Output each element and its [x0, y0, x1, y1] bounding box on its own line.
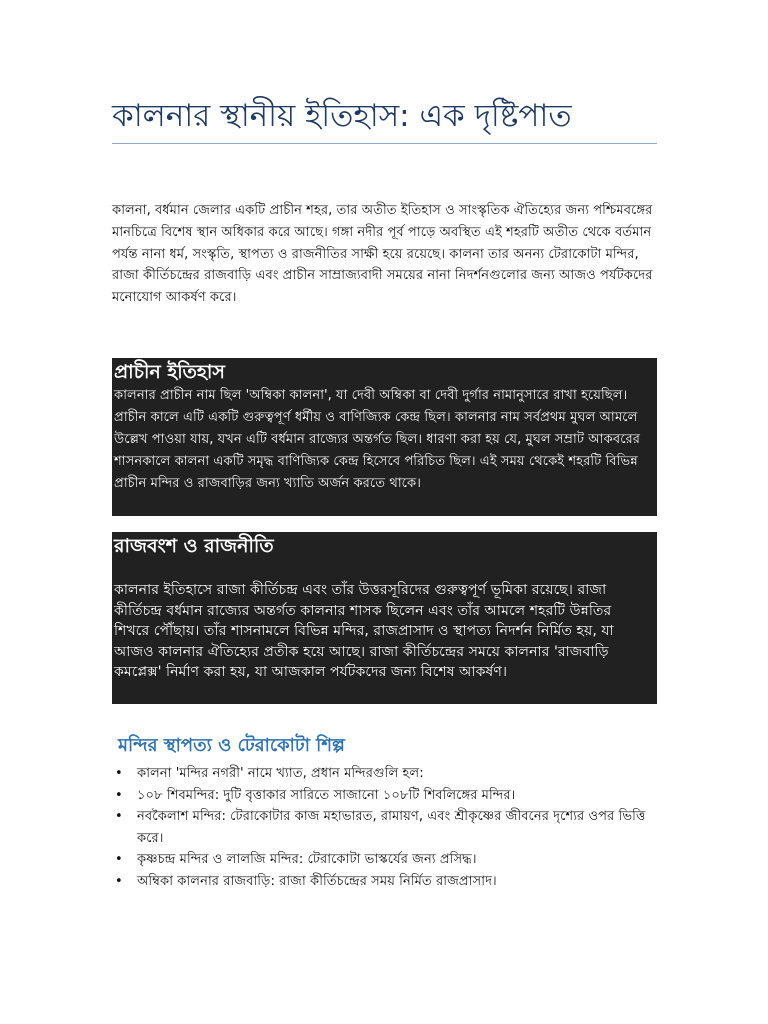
history-heading: প্রাচীন ইতিহাস [114, 361, 225, 383]
list-item [112, 785, 657, 807]
list-item-text: কালনা 'মন্দির নগরী' নামে খ্যাত, প্রধান মন্দিরগুলি হল: [137, 766, 424, 781]
list-item-text: ১০৮ শিবমন্দির: দুটি বৃত্তাকার সারিতে সাজানো ১০৮টি শিবলিঙ্গের মন্দির। [137, 787, 516, 803]
list-item-text: অম্বিকা কালনার রাজবাড়ি: রাজা কীর্তিচন্দ্রের সময় নির্মিত রাজপ্রাসাদ। [137, 873, 497, 889]
list-item [112, 849, 657, 871]
dynasty-section [112, 532, 657, 704]
bullet-icon: • [115, 852, 123, 868]
list-item [112, 763, 657, 785]
temple-list [112, 763, 657, 893]
list-item-text: নবকৈলাশ মন্দির: টেরাকোটার কাজ মহাভারত, রামায়ণ, এবং শ্রীকৃষ্ণের জীবনের দৃশ্যের ওপর ভিত্তি করে। [137, 809, 646, 846]
list-item-text: কৃষ্ণচন্দ্র মন্দির ও লালজি মন্দির: টেরাকোটা ভাস্কর্যের জন্য প্রসিদ্ধ। [137, 852, 477, 868]
bullet-icon: • [115, 873, 123, 889]
list-item [112, 871, 657, 893]
history-section [112, 358, 657, 516]
bullet-icon: • [115, 766, 123, 781]
page-title: কালনার স্থানীয় ইতিহাস: এক দৃষ্টিপাত [112, 98, 572, 134]
history-paragraph: কালনার প্রাচীন নাম ছিল 'অম্বিকা কালনা', যা দেবী অম্বিকা বা দেবী দুর্গার নামানুসারে রাখা হয়েছিল। প্রাচীন কালে এটি একটি গুরুত্বপূর্ণ ধর্মীয় ও বাণিজ্যিক কেন্দ্র ছিল। কালনার নাম সর্বপ্রথম মুঘল আমলে উল্লেখ পাওয়া যায়, যখন এটি বর্ধমান রাজ্যের অন্তর্গত ছিল। ধারণা করা হয় যে, মুঘল সম্রাট আকবরের শাসনকালে কালনা একটি সমৃদ্ধ বাণিজ্যিক কেন্দ্র হিসেবে পরিচিত ছিল। এই সময় থেকেই শহরটি বিভিন্ন প্রাচীন মন্দির ও রাজবাড়ির জন্য খ্যাতি অর্জন করতে থাকে। [114, 388, 641, 491]
title-divider [112, 143, 657, 144]
bullet-icon: • [115, 787, 123, 803]
intro-paragraph: কালনা, বর্ধমান জেলার একটি প্রাচীন শহর, তার অতীত ইতিহাস ও সাংস্কৃতিক ঐতিহ্যের জন্য পশ্চিমবঙ্গের মানচিত্রে বিশেষ স্থান অধিকার করে আছে। গঙ্গা নদীর পূর্ব পাড়ে অবস্থিত এই শহরটি অতীত থেকে বর্তমান পর্যন্ত নানা ধর্ম, সংস্কৃতি, স্থাপত্য ও রাজনীতির সাক্ষী হয়ে রয়েছে। কালনা তার অনন্য টেরাকোটা মন্দির, রাজা কীর্তিচন্দ্রের রাজবাড়ি এবং প্রাচীন সাম্রাজ্যবাদী সময়ের নানা নিদর্শনগুলোর জন্য আজও পর্যটকদের মনোযোগ আকর্ষণ করে। [112, 203, 653, 306]
list-item [112, 806, 657, 849]
temple-heading: মন্দির স্থাপত্য ও টেরাকোটা শিল্প [118, 735, 345, 756]
bullet-icon: • [115, 809, 123, 825]
dynasty-heading: রাজবংশ ও রাজনীতি [114, 535, 274, 557]
dynasty-paragraph: কালনার ইতিহাসে রাজা কীর্তিচন্দ্র এবং তাঁর উত্তরসূরিদের গুরুত্বপূর্ণ ভূমিকা রয়েছে। রাজা কীর্তিচন্দ্র বর্ধমান রাজ্যের অন্তর্গত কালনার শাসক ছিলেন এবং তাঁর আমলে শহরটি উন্নতির শিখরে পৌঁছায়। তাঁর শাসনামলে বিভিন্ন মন্দির, রাজপ্রাসাদ ও স্থাপত্য নিদর্শন নির্মিত হয়, যা আজও কালনার ঐতিহ্যের প্রতীক হয়ে আছে। রাজা কীর্তিচন্দ্রের সময়ে কালনার 'রাজবাড়ি কমপ্লেক্স' নির্মাণ করা হয়, যা আজকাল পর্যটকদের জন্য বিশেষ আকর্ষণ। [114, 582, 614, 681]
